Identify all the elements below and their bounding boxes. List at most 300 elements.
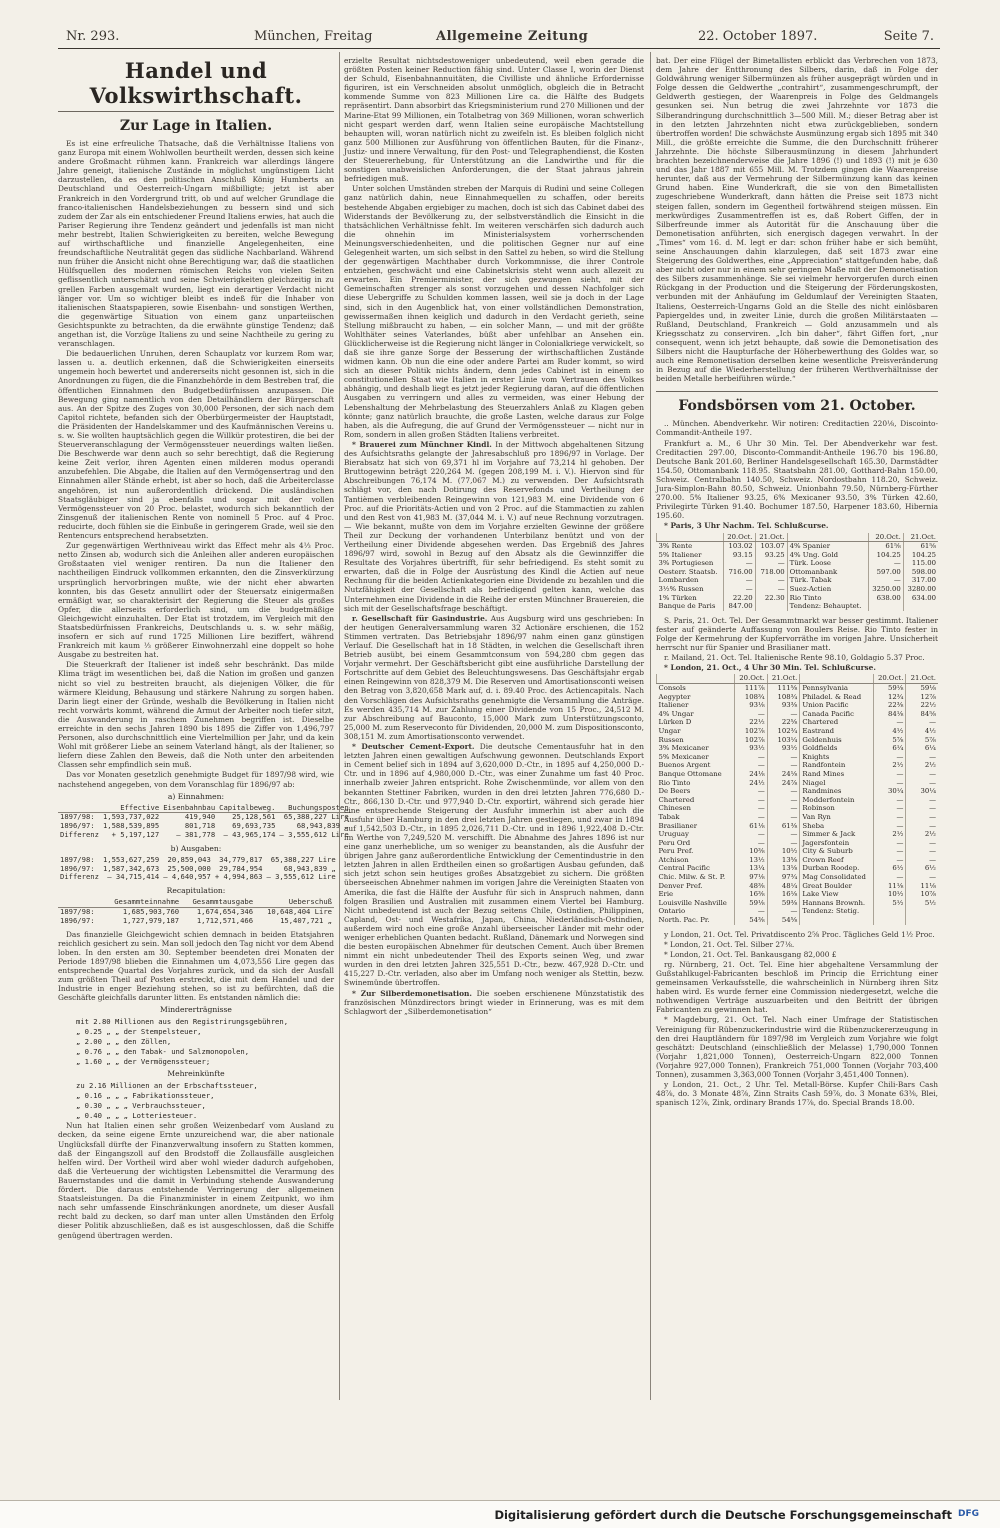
table-cell: — <box>868 559 903 568</box>
table-cell: 24⅞ <box>767 779 800 788</box>
list-item: „ 0.40 „ „ „ Lotteriesteuer. <box>76 1111 198 1121</box>
table-cell: 3% Portugiesen <box>658 559 714 568</box>
table-cell: — <box>735 753 768 762</box>
table-cell: — 3,555,612 Lire <box>266 872 336 882</box>
table-cell: — <box>735 787 768 796</box>
table-cell: 3280.00 <box>903 585 938 594</box>
table-cell: — 381,778 <box>176 830 216 840</box>
table-cell: — <box>735 761 768 770</box>
recap-title: Recapitulation: <box>166 886 226 896</box>
table-cell: 1,712,571,466 <box>196 915 254 925</box>
article-heading: * Zur Silberdemonetisation. <box>352 988 472 998</box>
table-cell: 103¼ <box>767 736 800 745</box>
table-cell <box>873 907 906 916</box>
table-cell: 93½ <box>735 744 768 753</box>
paragraph: Nun hat Italien einen sehr großen Weizenbedarf vom Ausland zu decken, da seine eigene Ernte unzureichend war, die aber nationale Unglücksfall dürfte der Finanzverwaltung insofern zu Statten kommen, daß der Eingangszoll auf den Brodstoff die Zollausfälle ausgleichen helfen wird. Der Vortheil wird aber wohl wieder dadurch aufgehoben, daß die Verteuerung der wichtigsten Lebensmittel die Verarmung des Bauernstandes und die damit in Verbindung stehende Auswanderung fördert. Die daraus entstehende Verringerung der allgemeinen Staatsleistungen. Da die Finanzminister in einem Zeitpunkt, wo ihm nach sehr umfassende Einschränkungen anordnete, um dieser Ausfall recht bald zu decken, so darf man unter allen Umständen den Erfolg dieser Politik abzuschließen, daß es ist ausgeschlossen, daß die Schiffe genügend übertragen werden. <box>58 1121 334 1240</box>
table-row <box>657 594 939 603</box>
table-cell: 61⅝ <box>868 542 903 551</box>
table-cell: 59⅛ <box>735 899 768 908</box>
table-cell: Central Pacific <box>658 864 710 873</box>
table-cell: — <box>906 873 938 882</box>
table-cell: 16⅛ <box>767 890 800 899</box>
table-header <box>787 533 868 542</box>
table-cell: 104.25 <box>868 551 903 560</box>
table-cell: 102⅞ <box>735 727 768 736</box>
table-cell: — <box>767 839 800 848</box>
table-row <box>657 710 939 719</box>
table-cell: 1896/97: <box>60 821 95 831</box>
table-cell: — <box>755 559 787 568</box>
market-report: Frankfurt a. M., 6 Uhr 30 Min. Tel. Der Abendverkehr war fest. Creditactien 297.00, Disconto-Commandit-Antheile 196.70 bis 196.80, Deutsche Bank 201.60, Berliner Handelsgesellschaft 165.30, Darmstädter 154.50, Ottomanbank 118.95. Staatsbahn 281.00, Gotthard-Bahn 150.00, Schweiz. Centralbahn 140.50, Schweiz. Nordostbahn 118.20, Schweiz. Jura-Simplon-Bahn 80.50, Schweiz. Unionbahn 79.50, Nürnberg-Fürther 270.00. 5% Italiener 93.25, 6% Mexicaner 93.50, 3% Türken 42.60, Privilegirte Türken 91.40. Bochumer 187.50, Harpener 183.60, Hibernia 195.60. <box>656 438 938 521</box>
list-item: „ 0.16 „ „ „ Fabrikationssteuer, <box>76 1091 215 1101</box>
table-cell: 5½ <box>906 899 938 908</box>
table-row <box>657 907 939 916</box>
article-title: Zur Lage in Italien. <box>119 118 273 134</box>
table-cell: Sheba <box>800 822 873 831</box>
table-row <box>657 736 939 745</box>
issue-date: 22. October 1897. <box>698 29 818 44</box>
table-cell: — <box>767 813 800 822</box>
table-row <box>657 787 939 796</box>
table-cell: — <box>723 576 755 585</box>
table-cell: 1,685,903,760 <box>122 907 180 917</box>
table-cell: — <box>906 856 938 865</box>
ausgaben-title: b) Ausgaben: <box>170 843 222 853</box>
table-cell: — <box>767 907 800 916</box>
table-cell: 1896/97: <box>60 863 95 873</box>
table-cell: 1896/97: <box>60 915 95 925</box>
article <box>344 989 644 1016</box>
einnahmen-title: a) Einnahmen: <box>167 791 225 801</box>
table-cell: Tabak <box>658 812 680 821</box>
column-1 <box>58 56 349 1396</box>
table-cell: — <box>873 856 906 865</box>
table-cell: 59⅛ <box>873 684 906 693</box>
table-row <box>657 856 939 865</box>
table-cell: 6½ <box>873 864 906 873</box>
table-cell: 16⅜ <box>735 890 768 899</box>
paragraph: Die Steuerkraft der Italiener ist indeß sehr beschränkt. Das milde Klima trägt im wesentlichen bei, daß die Nation im großen und ganzen nicht so viel zu bestreiten braucht, als diejenigen Völker, die für wärmere Kleidung, Behausung und stärkere Nahrung zu sorgen haben. Darin liegt einer der Gründe, weshalb die Bevölkerung in Italien nicht recht vorwärts kommt, während die Armut der Arbeiter noch tiefer sitzt, die Auswanderung in raschem Zunehmen begriffen ist. Dieselbe erreichte in den sechs Jahren 1890 bis 1895 die Ziffer von 1,496,797 Personen, also durchschnittlich eine Viertelmillion per Jahr, und da kein Wohl mit größerer Liebe an seinem Vaterland hängt, als der Italiener, so liefern diese Zahlen den Beweis, daß die Noth unter den arbeitenden Classen sehr empfindlich sein muß. <box>58 660 334 770</box>
table-row <box>657 916 939 925</box>
table-header: 20.Oct. <box>735 674 768 683</box>
paris-table <box>656 533 938 611</box>
table-cell: 22½ <box>906 701 938 710</box>
table-cell: 847.00 <box>723 602 755 611</box>
table-cell: Chartered <box>800 718 873 727</box>
table-cell: — <box>873 804 906 813</box>
table-cell: 22½ <box>735 718 768 727</box>
table-cell: — <box>735 710 768 719</box>
table-cell: 59⅜ <box>767 899 800 908</box>
table-cell: 1,588,539,895 <box>102 821 160 831</box>
table-cell: Peru Pref. <box>658 847 694 856</box>
table-cell: — <box>906 770 938 779</box>
table-cell: 801,718 <box>184 821 216 831</box>
recap-table <box>58 898 334 925</box>
table-row <box>657 542 939 551</box>
table-cell: — <box>906 779 938 788</box>
article <box>344 440 644 613</box>
digitization-footer <box>0 1500 1000 1528</box>
table-cell: 102⅞ <box>735 736 768 745</box>
paragraph: Zur gegenwärtigen Werthniveau wirkt das Effect mehr als 4⅓ Proc. netto Zinsen ab, wodurch sich die Anleihen aller anderen europäischen Großstaaten viel weniger rentiren. Da nun die Italiener den nachtheiligen Eindruck vollkommen erkannten, den die Zinsverkürzung ursprünglich hervorbringen mußte, wie der nicht eher abwarten konnten, bis das Gesetz annullirt oder der Steuersatz einigermaßen ermäßigt war, so charakterisirt der Regierung die Steuer als großes Opfer, die allerseits erforderlich sind, um die budgetmäßige Gleichgewicht einzuhalten. Der Etat ist trotzdem, im Vergleich mit den Staatsbedürfnissen Frankreichs, Deutschlands u. s. w. sehr mäßig, insofern er sich auf rund 1725 Millionen Lire beziffert, während Frankreich mit kaum ⅓ größerer Einwohnerzahl eine doppelt so hohe Ausgabe zu bestreiten hat. <box>58 541 334 660</box>
table-cell: Canada Pacific <box>800 710 873 719</box>
table-cell: Brasilianer <box>658 821 698 830</box>
table-cell: Chartered <box>658 795 695 804</box>
table-cell: Aegypter <box>658 692 691 701</box>
table-cell: Differenz <box>60 872 99 882</box>
table-row <box>657 701 939 710</box>
table-row <box>657 822 939 831</box>
article-heading: * Brauerei zum Münchner Kindl. <box>352 439 492 449</box>
table-cell: 22⅜ <box>873 701 906 710</box>
table-cell: 30¼ <box>906 787 938 796</box>
article <box>344 614 644 741</box>
table-cell: Lombarden <box>658 576 699 585</box>
masthead <box>58 26 940 49</box>
table-cell: — <box>873 753 906 762</box>
table-cell: Pennsylvania <box>800 684 873 693</box>
table-cell: 24½ <box>735 779 768 788</box>
table-cell: 4½ <box>906 727 938 736</box>
table-cell: 34,779,817 <box>219 854 263 864</box>
table-cell: 12⅞ <box>906 693 938 702</box>
table-cell: 61⅜ <box>767 822 800 831</box>
table-cell: 54⅜ <box>735 916 768 925</box>
market-report: y London, 21. Oct. Tel. Privatdiscento 2⅝ Proc. Tägliches Geld 1½ Proc. <box>664 929 935 939</box>
table-header: Buchungsposten <box>277 804 350 813</box>
paragraph: erzielte Resultat nichtsdestoweniger unbedeutend, weil eben gerade die größten Posten keiner Reduction fähig sind. Unter Classe I, worin der Dienst der Schuld, Eisenbahnannuitäten, die Civilliste und ähnliche Erfordernisse figuriren, ist ein Verschneiden absolut unmöglich, obgleich die in Betracht kommende Summe von 823 Millionen Lire ca. die Hälfte des Budgets repräsentirt. Dann absorbirt das Kriegsministerium rund 270 Millionen und der Marine-Etat 99 Millionen, ein Totalbetrag von 369 Millionen, woran schwerlich nicht gespart werden darf, wenn Italien seine europäische Machtstellung behaupten will, woran natürlich nicht zu zweifeln ist. Es bleiben folglich nicht ganz 500 Millionen zur Ausführung von öffentlichen Bauten, für die Finanz-, Justiz- und innere Verwaltung, für den Post- und Telegraphendienst, die Kosten der Steuererhebung, für Unterstützung an die Landwirthe und für die sonstigen unabweislichen Anforderungen, die der Staat jahraus jahrein befriedigen muß. <box>344 56 644 184</box>
table-cell: Tendenz: Behauptet. <box>787 602 868 611</box>
table-cell: 22.20 <box>723 594 755 603</box>
table-cell: 24⅛ <box>735 770 768 779</box>
table-header <box>657 533 724 542</box>
table-header: 20.Oct. <box>868 533 903 542</box>
table-cell: 1,593,737,022 <box>102 812 160 822</box>
table-cell: — <box>735 830 768 839</box>
table-cell: — <box>873 873 906 882</box>
table-cell: 97¾ <box>767 873 800 882</box>
table-cell: 5% Italiener <box>658 550 702 559</box>
table-header: 21.Oct. <box>755 533 787 542</box>
market-report: * London, 21. Oct. Tel. Bankausgang 82,000 £ <box>664 949 837 959</box>
table-header: 21.Oct. <box>767 674 800 683</box>
table-row <box>657 576 939 585</box>
table-cell: 10½ <box>767 847 800 856</box>
table-cell: 13⅝ <box>767 856 800 865</box>
table-cell: 1,727,979,187 <box>122 915 180 925</box>
table-cell: 1% Türken <box>658 593 697 602</box>
table-cell: 4% Spanier <box>787 542 868 551</box>
table-cell: Lürken D <box>658 718 692 727</box>
table-row <box>657 873 939 882</box>
column-2 <box>344 56 644 1396</box>
list-item: „ 0.76 „ „ den Tabak- und Salzmonopolen, <box>76 1047 250 1057</box>
table-cell: 15,407,721 „ <box>280 915 332 925</box>
table-cell: Lake View <box>800 890 873 899</box>
table-cell <box>873 916 906 925</box>
table-cell: Denver Pref. <box>658 881 703 890</box>
table-cell: — 3,555,612 Lire <box>279 830 349 840</box>
table-row <box>657 770 939 779</box>
table-cell: Atchison <box>658 855 689 864</box>
table-cell: Differenz <box>60 830 99 840</box>
table-cell <box>903 602 938 611</box>
table-cell: Buenos Argent <box>658 761 711 770</box>
table-row <box>657 761 939 770</box>
article <box>344 742 644 988</box>
table-cell: + 4,994,863 <box>214 872 263 882</box>
table-cell: 597.00 <box>868 568 903 577</box>
table-cell: 48¼ <box>767 882 800 891</box>
table-cell: Rand Mines <box>800 770 873 779</box>
table-cell: — <box>735 813 768 822</box>
table-cell: 22⅝ <box>767 718 800 727</box>
london-table <box>656 674 938 924</box>
table-row <box>657 559 939 568</box>
paragraph: Unter solchen Umständen streben der Marquis di Rudinì und seine Collegen ganz natürlich dahin, neue Einnahmequellen zu schaffen, oder bereits bestehende Abgaben ergiebiger zu machen, doch ist sich das Cabinet dabei des Widerstands der Bevölkerung zu, der selbstverständlich die Einsicht in die thatsächlichen Verhältnisse fehlt. Im weiteren verschärfen sich dadurch auch die ohnehin im Ministerialsystem vorherrschenden Meinungsverschiedenheiten, und die politischen Gegner nur auf eine Gelegenheit warten, um sich selbst in den Sattel zu heben, so wird die Stellung der gegenwärtigen Machthaber durch Vorkommnisse, die ihrer Controle entziehen, geschwächt und eine Cabinetskrisis steht wenn auch allezeit zu erwarten. Ein Premierminister, der sich gezwungen sieht, mit der Gemeinschaften strenger als sonst vorzugehen und dessen Nachfolger sich diese Uebergriffe zu Schulden kommen lassen, weil sie ja doch in der Lage sind, sich in den Augenblick hat, von einer vollständlichen Demonstration, gewissermaßen ihnen keiglich und dadurch in den Verdacht gerieth, seine Stellung mißbraucht zu haben, — ein solcher Mann, — und mit der größte Wohlthäter seines Vaterlandes, büßt aber unfehlbar an Ansehen ein. Glücklicherweise ist die Regierung nicht länger in Colonialkriege verwickelt, so daß sie ihre ganze Sorge der Besserung der wirthschaftlichen Zustände widmen kann. Ob nun die eine oder andere Partei am Ruder kommt, so wird sich an dieser Politik nichts ändern, denn jedes Cabinet ist in einem so constitutionellen Staat wie Italien in erster Linie vom Vertrauen des Volkes abhängig, und deshalb liegt es jetzt jeder Regierung daran, auf die öffentlichen Ausgaben zu verringern und alles zu vermeiden, was einer Hebung der Lebenshaltung der Mehrbelastung des Steuerzahlers Anlaß zu Klagen geben könnte; ganz natürlich brauchte, die große Lasten, welche daraus zur Folge haben, als die Aufregung, die auf Grund der Vermögenssteuer — nicht nur in Rom, sondern in allen großen Städten Italiens verbreitet. <box>344 184 644 439</box>
table-cell: — <box>868 576 903 585</box>
table-cell: Philadel. & Read <box>800 693 873 702</box>
table-cell: Knights <box>800 753 873 762</box>
table-header: Gesammteinnahme <box>102 898 181 907</box>
minder-title: Mindererträgnisse <box>160 1005 232 1015</box>
table-cell: 1,587,342,673 <box>102 863 160 873</box>
table-row <box>657 839 939 848</box>
table-cell: Rio Tinto <box>787 594 868 603</box>
table-cell: Durban Roodep. <box>800 864 873 873</box>
table-cell: — <box>873 822 906 831</box>
table-cell: 3% Rente <box>658 542 693 551</box>
table-cell: 11⅛ <box>873 882 906 891</box>
table-header: Effective <box>101 804 161 813</box>
table-cell: — <box>873 813 906 822</box>
table-cell: 108¾ <box>767 693 800 702</box>
table-cell: 111⅞ <box>735 684 768 693</box>
table-cell: 3½% Russen <box>658 585 704 594</box>
market-report: y London, 21. Oct., 2 Uhr. Tel. Metall-Börse. Kupfer Chili-Bars Cash 48⅞, do. 3 Monate 48⅞, Zinn Straits Cash 59⅞, do. 3 Monate 63⅜, Blei, spanisch 12⅞, Zink, ordinary Brands 17⅞, do. Special Brands 18.00. <box>656 1080 938 1108</box>
table-cell: 10,648,404 Lire <box>267 907 332 917</box>
table-cell: — <box>873 779 906 788</box>
table-cell: 6¼ <box>906 744 938 753</box>
table-cell: — <box>767 830 800 839</box>
table-cell: — <box>906 839 938 848</box>
article-body: Aus Augsburg wird uns geschrieben: In der heutigen Generalversammlung waren 32 Actionäre erschienen, die 152 Stimmen vertraten. Das Betriebsjahr 1896/97 nahm einen ganz günstigen Verlauf. Die Gesellschaft hat in 18 Städten, in welchen die Gesellschaft ihren Betrieb ausübt, bei einem Gesammtconsum von 594,280 cbm gegen das Vorjahr vermehrt. Der Geschäftsbericht gibt eine ausführliche Darstellung der Fortschritte auf dem Gebiet des Beleuchtungswesens. Das Geschäftsjahr ergab einen Reingewinn von 828,379 M. Die Reserven und Amortisationsconti weisen den Betrag von 3,820,658 Mark auf, d. i. 89.40 Proc. des Actiencapitals. Nach den Vorschlägen des Aufsichtsraths genehmigte die Versammlung die Anträge. Es werden 435,714 M. zur Zahlung einer Dividende von 15 Proc., 24,512 M. zur Abschreibung auf Bauconto, 15,000 Mark zum Unterstützungsconto, 25,000 M. zum Reserveconto für Dividenden, 20,000 M. zum Dispositionsconto, 308,151 M. zum Amortisationsconto verwendet. <box>344 613 644 741</box>
issue-number: Nr. 293. <box>66 29 120 44</box>
table-cell: — <box>767 796 800 805</box>
market-report: r. Mailand, 21. Oct. Tel. Italienische Rente 98.10, Goldagio 5.37 Proc. <box>664 653 925 663</box>
table-cell: — <box>873 718 906 727</box>
table-cell: — 43,965,174 <box>223 830 276 840</box>
table-cell: — 4,640,957 <box>163 872 211 882</box>
table-cell: 6¼ <box>873 744 906 753</box>
table-header: 21.Oct. <box>903 533 938 542</box>
einnahmen-table <box>58 804 351 840</box>
table-row <box>657 551 939 560</box>
table-row <box>657 864 939 873</box>
table-cell: 10⅜ <box>735 847 768 856</box>
table-cell: Rio Tinto <box>658 778 691 787</box>
table-cell: Jagersfontein <box>800 839 873 848</box>
table-cell <box>800 916 873 925</box>
table-cell: Eastrand <box>800 727 873 736</box>
table-cell: — <box>735 796 768 805</box>
table-row <box>657 727 939 736</box>
table-cell: 1897/98: <box>60 812 95 822</box>
table-cell: Crown Reef <box>800 856 873 865</box>
table-cell: 10½ <box>873 890 906 899</box>
table-cell: — <box>906 796 938 805</box>
table-cell: — <box>735 804 768 813</box>
table-cell: Niagel <box>800 779 873 788</box>
list-item: „ 0.25 „ „ der Stempelsteuer, <box>76 1027 202 1037</box>
table-cell: Simmer & Jack <box>800 830 873 839</box>
table-cell: — <box>906 847 938 856</box>
table-row <box>58 831 351 840</box>
table-cell: 115.00 <box>903 559 938 568</box>
paragraph: Das vor Monaten gesetzlich genehmigte Budget für 1897/98 wird, wie nachstehend angegeben, von dem Voranschlag für 1896/97 ab: <box>58 770 334 789</box>
table-cell: Banque de Paris <box>658 602 716 611</box>
table-cell: 93⅛ <box>735 701 768 710</box>
table-cell: Modderfontein <box>800 796 873 805</box>
table-row <box>657 602 939 611</box>
table-cell: — <box>767 761 800 770</box>
table-cell: 103.02 <box>723 542 755 551</box>
place-and-day: München, Freitag <box>254 29 373 44</box>
table-row <box>657 779 939 788</box>
table-row <box>657 890 939 899</box>
table-cell: — <box>906 813 938 822</box>
table-cell: 716.00 <box>723 568 755 577</box>
table-cell: Uruguay <box>658 830 689 839</box>
table-cell: — <box>723 559 755 568</box>
table-header: Eisenbahnbau <box>163 802 216 812</box>
market-report: .. München. Abendverkehr. Wir notiren: Creditactien 220⅛, Discointo-Commandit-Antheile 197. <box>656 419 938 438</box>
table-row <box>657 899 939 908</box>
table-cell: 108¾ <box>735 693 768 702</box>
market-report: * London, 21. Oct. Tel. Silber 27⅛. <box>664 939 795 949</box>
table-cell: 25,128,561 <box>232 812 276 822</box>
table-cell: Randmines <box>800 787 873 796</box>
table-cell: 598.00 <box>903 568 938 577</box>
table-cell: — <box>873 839 906 848</box>
table-cell: 54⅝ <box>767 916 800 925</box>
table-cell: 3250.00 <box>868 585 903 594</box>
table-row <box>657 568 939 577</box>
table-cell: 61⅛ <box>735 822 768 831</box>
table-header <box>800 674 873 683</box>
paragraph: Das finanzielle Gleichgewicht schien demnach in beiden Etatsjahren reichlich gesichert zu sein. Man soll jedoch den Tag nicht vor dem Abend loben. In den ersten am 30. September beendeten drei Monaten der Periode 1897/98 blieben die Einnahmen um 4,073,556 Lire gegen das entsprechende Quartal des Vorjahres zurück, und da sich der Ausfall zum größten Theil auf Posten erstreckt, die mit dem Handel und der Industrie in enger Beziehung stehen, so ist zu befürchten, daß die Geschäfte gleichfalls darunter litten. Es entstanden nämlich die: <box>58 929 334 1003</box>
table-cell: 13½ <box>735 856 768 865</box>
market-report: S. Paris, 21. Oct. Tel. Der Gesammtmarkt war besser gestimmt. Italiener fester auf geänderte Auffassung von Boulers Reise. Rio Tinto fester in Folge der Kermehrung der Kupfervorräthe im vorigen Jahre. Unsicherheit herrscht nur für Spanier und Brasilianer matt. <box>656 615 938 653</box>
table-cell: — <box>735 839 768 848</box>
table-cell: — <box>906 718 938 727</box>
table-cell: Union Pacific <box>800 701 873 710</box>
table-cell: Chic. Milw. & St. P. <box>658 873 726 882</box>
market-report: * Magdeburg, 21. Oct. Tel. Nach einer Umfrage der Statistischen Vereinigung für Rübenzuckerindustrie wird die Rübenzuckererzeugung in den drei Hauptländern für 1897/98 im Vergleich zum Vorjahre wie folgt geschätzt: Deutschland (einschließlich der Melasse) 1,790,000 Tonnen (Vorjahr 1,821,000 Tonnen), Oesterreich-Ungarn 822,000 Tonnen (Vorjahre 927,000 Tonnen), Frankreich 751,000 Tonnen (Vorjahr 703,400 Tonnen), zusammen 3,363,000 Tonnen (Vorjahr 3,451,400 Tonnen). <box>656 1015 938 1080</box>
table-cell: — 34,715,414 <box>107 872 160 882</box>
table-row <box>58 873 338 882</box>
table-cell: Italiener <box>658 701 689 710</box>
table-cell: — <box>767 787 800 796</box>
table-header: Ueberschuß <box>255 898 334 907</box>
paragraph: bat. Der eine Flügel der Bimetallisten erblickt das Verbrechen von 1873, dem Jahre der Entthronung des Silbers, darin, daß in Folge der Goldwährung weniger Silbermünzen als früher ausgeprägt würden und in Folge dessen die Geldwerthe „contrahirt“, zusammengeschrumpft, der Geldwerth gestiegen, der Waarenpreis in Folge des Geldmangels gesunken sei. Nun betrug die zwei Jahrzehnte vor 1873 die Silberandringung durchschnittlich 3—500 Mill. M.; dieser Betrag aber ist in den letzten Jahrzehnten nicht etwa zurückgeblieben, sondern übertroffen worden! Die schwächste Ausmünzung ergab sich 1895 mit 340 Mill., die größte erreichte die Summe, die den Durchschnitt früherer Jahrzehnte. Die höchste Silberausmünzung in diesem Jahrhundert brachten bezeichnenderweise die Jahre 1896 (!) und 1893 (!) mit je 630 und das Jahr 1887 mit 655 Mill. M. Trotzdem gingen die Waarenpreise herunter, daß aus der Vermehrung der Silbermünzung kann das keinen Grund haben. Eine Wunderkraft, die sie von den Bimetallisten zugeschriebene Wunderkraft, dann hätten die Preise seit 1873 nicht steigen fallen, sondern im Gegentheil fortwährend steigen müssen. Ein merkwürdiges Zusammentreffen ist es, daß Robert Giffen, der in Silberfreunde immer als Autorität für die Anschauung über die Demonetisation anführten, sich energisch dagegen verwahrt. In der „Times“ vom 16. d. M. legt er dar: schon früher habe er sich bemüht, seine Anschauungen dahin klarzulegen, daß seit 1873 zwar eine Steigerung des Goldwerthes, eine „Appreciation“ stattgefunden habe, daß aber nicht oder nur in einem sehr geringen Maße mit der Demonetisation des Silbers zusammenhänge. Sie sei vielmehr hervorgerufen durch einen Rückgang in der Production und die Steigerung der Förderungskosten, verbunden mit der Anhäufung im Geldumlauf der Vereinigten Staaten, Italiens, Oesterreich-Ungarns Gold an die Stelle des nicht einlösbaren Papiergeldes und, in zweiter Linie, durch die großen Militärstaaten — Rußland, Deutschland, Frankreich — Gold anzusammeln und als Kriegsschatz zu conserviren. „Ich bin daher“, fährt Giffen fort, „nur consequent, wenn ich jetzt behaupte, daß sowie die Demonetisation des Silbers nicht die Haupturfache der Höherbewerthung des Goldes war, so auch eine Remonetisation derselben keine wesentliche Preisveränderung in Bezug auf die Wiederherstellung der früheren Werthverhältnisse der beiden Metalle herbeiführen würde.“ <box>656 56 938 384</box>
table-cell: Hannans Brownh. <box>800 899 873 908</box>
market-report: rg. Nürnberg, 21. Oct. Tel. Eine hier abgehaltene Versammlung der Gußstahlkugel-Fabricanten beschloß im Princip die Errichtung einer gemeinsamen Verkaufsstelle, die wahrscheinlich in Nürnberg ihren Sitz haben wird. Es wurde ferner eine Commission niedergesetzt, welche die nothwendigen Verträge auszuarbeiten und den Beitritt der übrigen Fabricanten zu gewinnen hat. <box>656 959 938 1015</box>
list-item: „ 1.60 „ „ der Vermögenssteuer; <box>76 1057 211 1067</box>
table-row <box>657 796 939 805</box>
table-cell: 13⅛ <box>767 864 800 873</box>
table-cell: 29,784,954 <box>219 863 263 873</box>
table-cell: 93.25 <box>755 551 787 560</box>
ausgaben-table <box>58 856 338 882</box>
newspaper-name: Allgemeine Zeitung <box>436 29 589 44</box>
table-cell: 11⅛ <box>906 882 938 891</box>
table-cell: 718.00 <box>755 568 787 577</box>
table-row <box>58 917 334 926</box>
table-row <box>657 684 939 693</box>
table-cell: 25,500,000 <box>167 863 211 873</box>
table-cell: Oesterr. Staatsb. <box>658 567 718 576</box>
table-cell: + 5,197,127 <box>111 830 160 840</box>
section-title: Handel und Volkswirthschaft. <box>58 58 334 112</box>
article-body: Die deutsche Cementausfuhr hat in den letzten Jahren einen gewaltigen Aufschwung gewonnen. Deutschlands Export in Cement belief sich in 1894 auf 3,620,000 D.-Ctr., in 1895 auf 4,250,000 D.-Ctr. und in 1896 auf 4,980,000 D.-Ctr., was einer Zunahme um fast 40 Proc. innerhalb zweier Jahren entspricht. Rohe Zwischenmünde, vor allem von den bekannten Stettiner Fabriken, wurden in den drei letzten Jahren 776,680 D.-Ctr., 866,130 D.-Ctr. und 977,940 D.-Ctr. exportirt, während sich gerade hier eine entsprechende Steigerung der Ausfuhr immerhin ist aber auch die Ausfuhr über Hamburg in den drei letzten Jahren gestiegen, und zwar in 1894 auf 1,542,503 D.-Ctr., in 1895 2,026,711 D.-Ctr. und in 1896 1,922,408 D.-Ctr. im Werthe von 7,249,520 M. verschifft. Die Abnahme des Jahres 1896 ist nur eine ganz unerhebliche, um so weniger zu beanstanden, als die Ausfuhr der übrigen Jahre ganz außerordentliche Entwicklung der Cementindustrie in den letzten Jahren in allen Erdtheilen einen so großartigen Ausbau gefunden, daß sich jetzt schon sein heutiges großes Absatzgebiet zu sichern. Die größten überseeischen Abnehmer nahmen im vorigen Jahre die Vereinigten Staaten von Amerika, die fast die Hälfte der Ausfuhr für sich in Anspruch nahmen, dann folgen Brasilien und Australien mit zusammen einem Viertel bei Hamburg. Nicht unbedeutend ist auch der Bezug seitens Chile, Ostindien, Philippinen, Capland, Ost- und Westafrika, Japan, China, Niederländisch-Ostindien, außerdem wird noch eine große Anzahl überseeischer Länder mit mehr oder weniger erheblichen Quanten bedacht. Rußland, Dänemark und Norwegen sind die besten europäischen Abnehmer für deutschen Cement. Auch über Bremen nimmt ein nicht unbedeutender Theil des Exports seinen Weg, und zwar wurden in den drei letzten Jahren 325,551 D.-Ctr., bezw. 467,928 D.-Ctr. und 415,227 D.-Ctr. verladen, also aber im Umfang noch weniger als Stettin, bezw. Swinemünde übertroffen. <box>344 742 645 988</box>
table-cell: Robinson <box>800 804 873 813</box>
table-cell: 1897/98: <box>60 854 95 864</box>
table-cell: 68,943,839 „ <box>296 821 349 831</box>
table-row <box>657 585 939 594</box>
table-header <box>657 674 735 683</box>
table-cell: 93.15 <box>723 551 755 560</box>
list-item: mit 2.80 Millionen aus den Registrirungsgebühren, <box>76 1017 289 1027</box>
table-cell: 638.00 <box>868 594 903 603</box>
table-cell: 5½ <box>873 899 906 908</box>
table-cell: City & Suburb <box>800 847 873 856</box>
table-cell: 84⅝ <box>906 710 938 719</box>
table-cell: — <box>873 847 906 856</box>
column-divider <box>650 52 651 1400</box>
table-cell: 65,388,227 Lire <box>270 854 336 864</box>
dfg-logo: DFG <box>958 1509 980 1519</box>
table-cell: Ontario <box>658 907 686 916</box>
table-cell: 93⅜ <box>767 701 800 710</box>
table-row <box>657 830 939 839</box>
table-cell: — <box>873 796 906 805</box>
mehr-title: Mehreinkünfte <box>167 1069 225 1079</box>
table-cell: 61⅝ <box>903 542 938 551</box>
table-cell: 3% Mexicaner <box>658 744 709 753</box>
table-cell: 103.07 <box>755 542 787 551</box>
table-cell: Suez-Actien <box>787 585 868 594</box>
table-cell: Ottomanbank <box>787 568 868 577</box>
table-cell: 65,388,227 Lire <box>283 812 349 822</box>
table-cell <box>906 907 938 916</box>
table-cell: 12¾ <box>873 693 906 702</box>
funding-note: Digitalisierung gefördert durch die Deutsche Forschungsgemeinschaft <box>494 1508 952 1522</box>
table-cell: 111⅝ <box>767 684 800 693</box>
table-cell: Türk. Loose <box>787 559 868 568</box>
table-cell: 93½ <box>767 744 800 753</box>
table-cell <box>755 602 787 611</box>
table-row <box>657 804 939 813</box>
table-cell: 2½ <box>906 830 938 839</box>
table-cell: De Beers <box>658 787 691 796</box>
table-row <box>657 744 939 753</box>
table-cell: Mag Consolidated <box>800 873 873 882</box>
table-cell: Consols <box>658 684 686 692</box>
table-cell: 59⅛ <box>906 684 938 693</box>
column-3 <box>656 56 938 1396</box>
